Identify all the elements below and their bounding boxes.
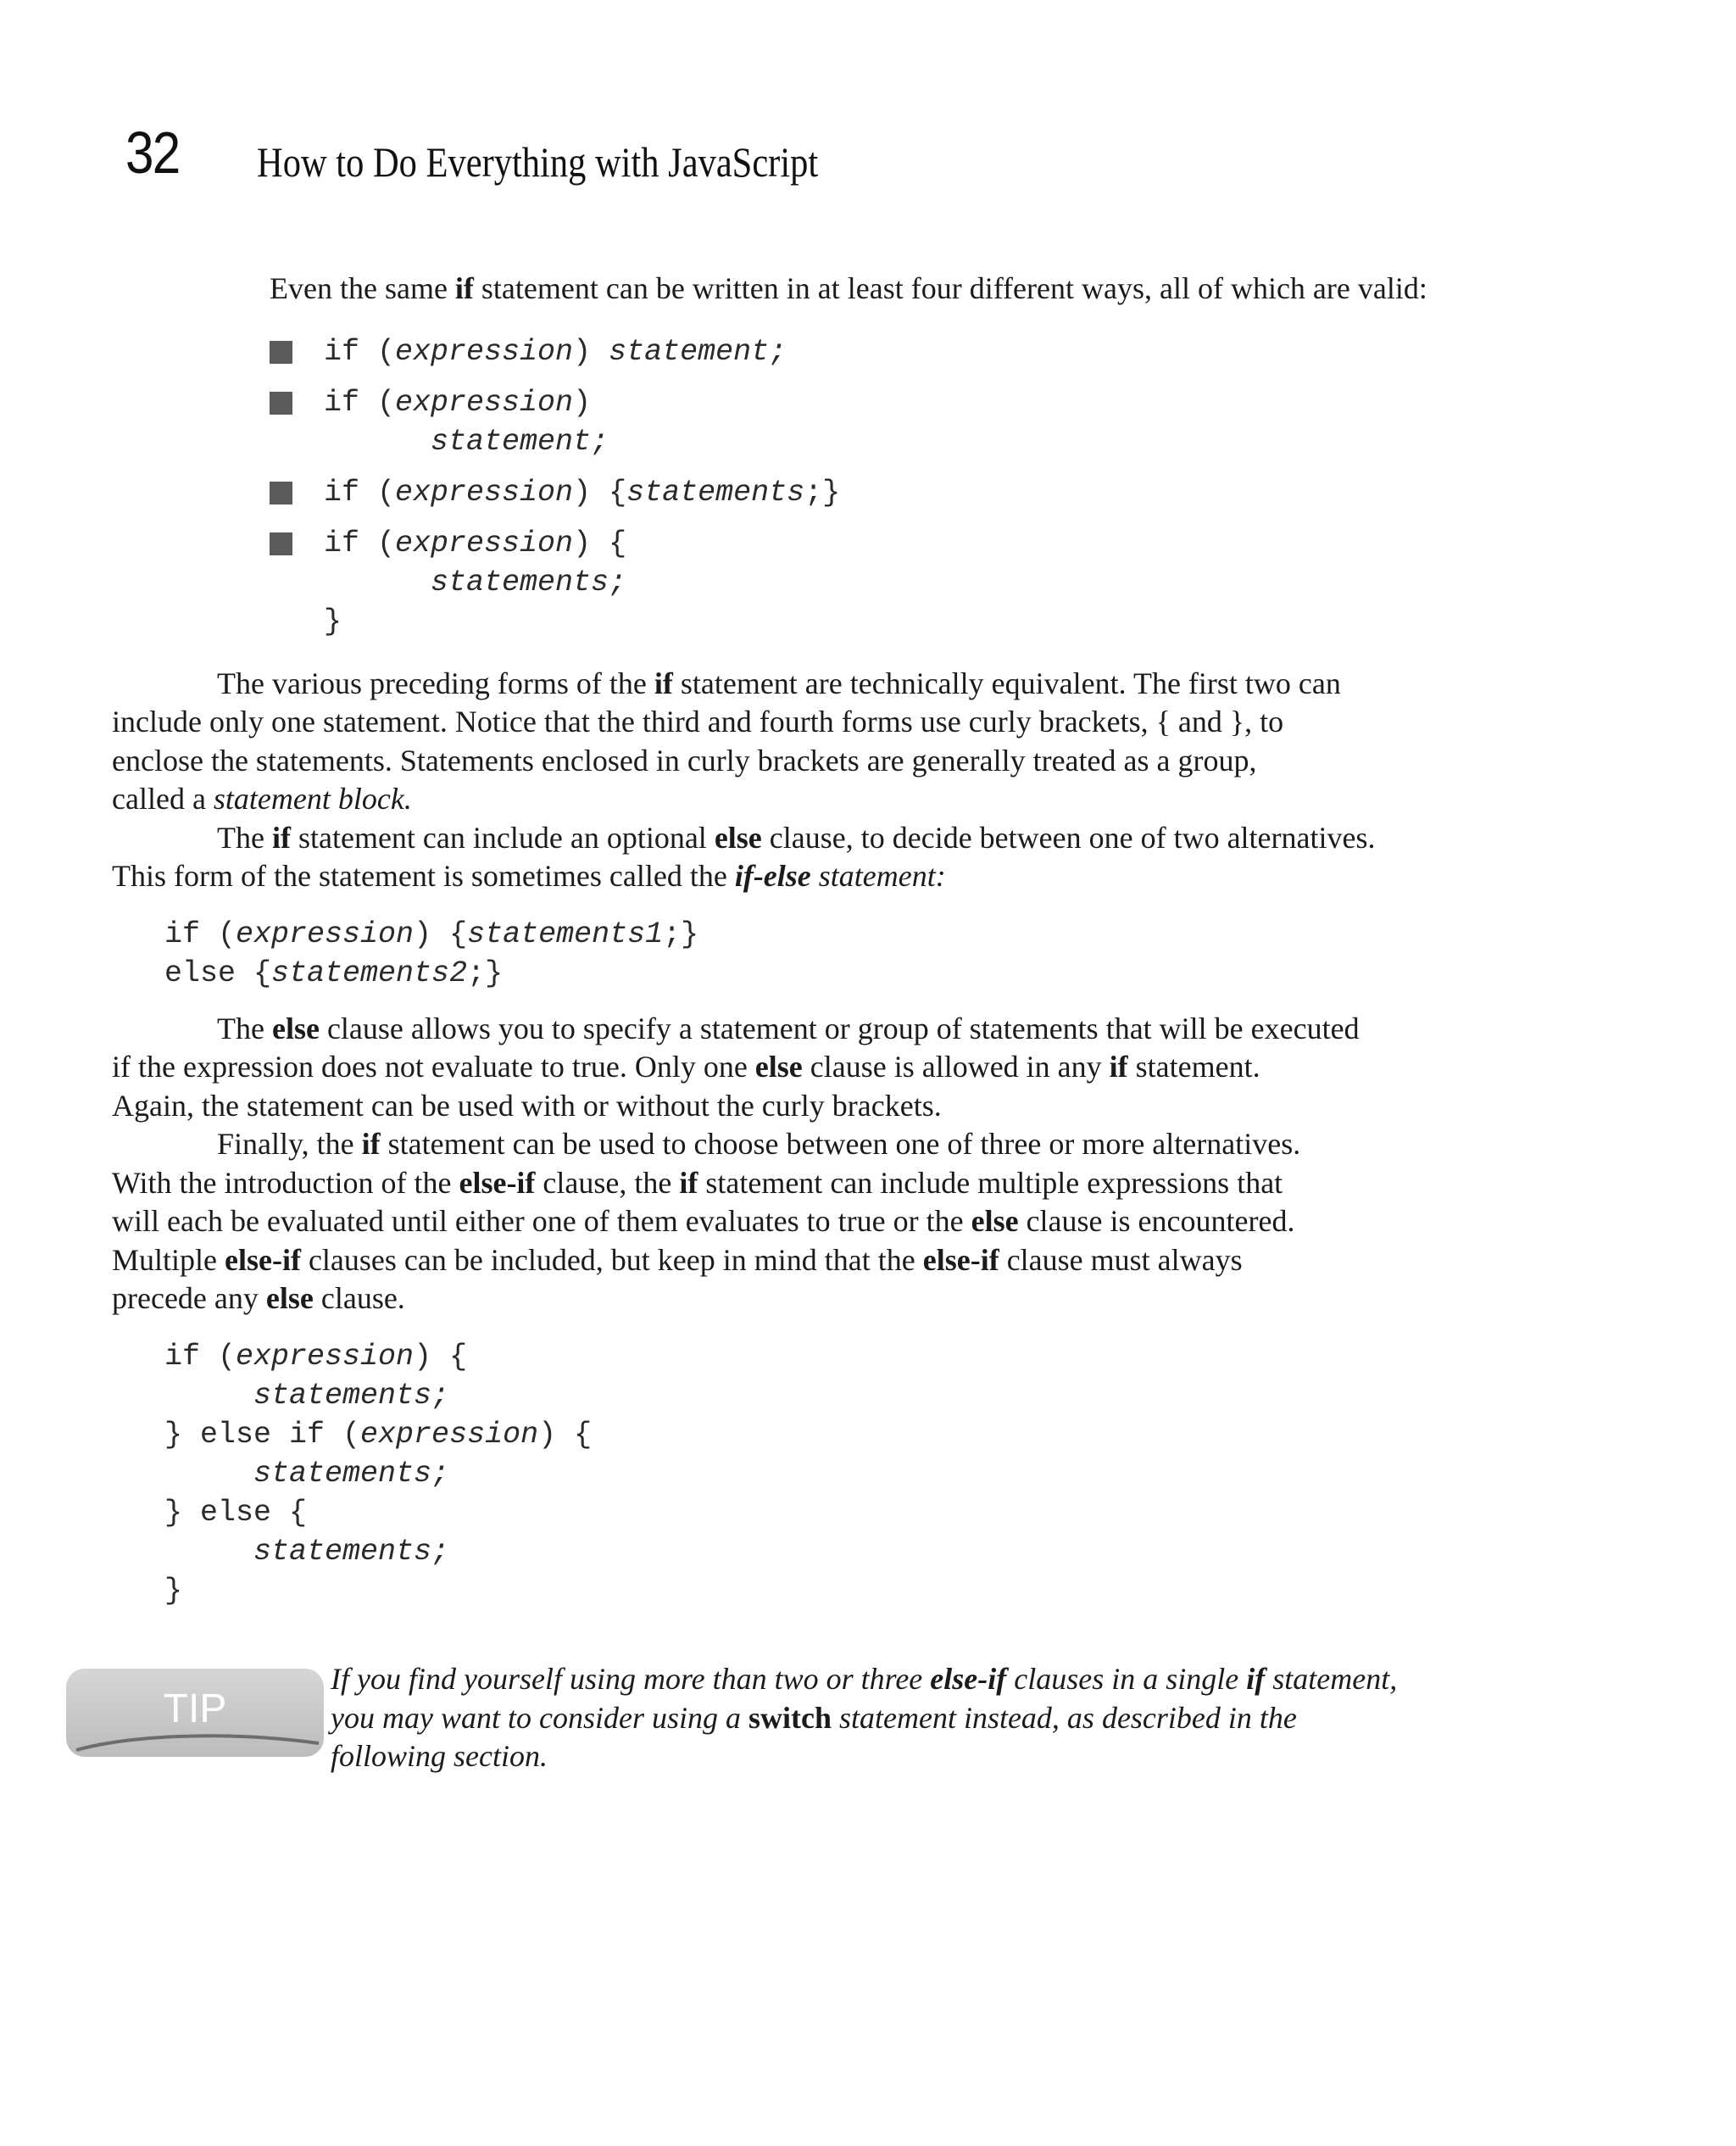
paragraph-else-usage: The else clause allows you to specify a statement or group of statements that will be executed if the expression does not evaluate to true. Only one else clause is allowed in any if statement. Again, the statement can be used with or without the curly brackets. [112,1011,1360,1123]
intro-paragraph: Even the same if statement can be written in at least four different ways, all of which are valid: [270,271,1427,305]
tip-badge [66,1669,324,1757]
running-title: How to Do Everything with JavaScript [257,138,819,186]
body-text-1 [112,665,1436,1610]
paragraph-else-clause: The if statement can include an optional else clause, to decide between one of two alternatives. This form of the statement is sometimes called the if-else statement: [112,820,1376,893]
square-bullet-icon [270,392,292,415]
list-item: if (expression) statement; [270,383,1488,461]
tip-text: If you find yourself using more than two or three else-if clauses in a single if statement, you may want to consider using a switch statement instead, as described in the following section. [331,1662,1398,1773]
swoosh-icon [75,1721,320,1755]
if-forms-list [270,332,1488,641]
paragraph-forms-equivalent: The various preceding forms of the if statement are technically equivalent. The first two can include only one statement. Notice that the third and fourth forms use curly brackets, { and }, to enclose the statements. Statements enclosed in curly brackets are generally treated as a group, called a statement block. [112,666,1341,816]
square-bullet-icon [270,482,292,504]
list-item: if (expression) statement; [270,332,1488,371]
code-block-else-if: if (expression) { statements; } else if (expression) { statements; } else { statements; } [164,1339,593,1608]
tip-label: TIP [163,1686,227,1731]
square-bullet-icon [270,341,292,364]
page-content [112,270,1488,1610]
square-bullet-icon [270,532,292,555]
list-item: if (expression) { statements; } [270,524,1488,641]
code-block-if-else: if (expression) {statements1;} else {statements2;} [164,917,699,990]
page-number: 32 [125,120,180,186]
list-item: if (expression) {statements;} [270,473,1488,512]
paragraph-else-if: Finally, the if statement can be used to choose between one of three or more alternatives. With the introduction of the else-if clause, the if statement can include multiple expressions that will each be evaluated until either one of them evaluates to true or the else clause is encountered. Multiple else-if clauses can be included, but keep in mind that the else-if clause must always precede any else clause. [112,1127,1301,1315]
